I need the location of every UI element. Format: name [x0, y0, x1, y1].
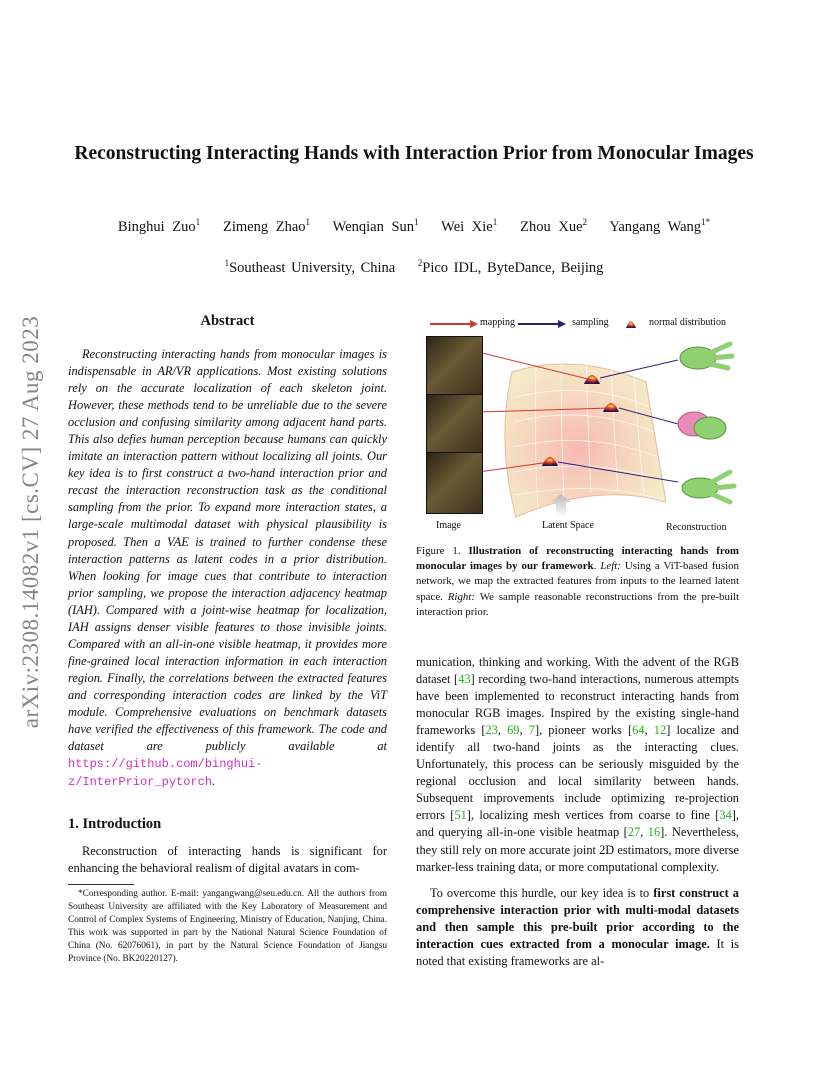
figure-1	[416, 312, 739, 538]
legend-mapping: mapping	[480, 317, 515, 328]
citation-link[interactable]: 51	[454, 808, 467, 823]
legend-sampling: sampling	[572, 317, 609, 328]
label-latent-space: Latent Space	[542, 520, 594, 531]
intro-paragraph-continued: munication, thinking and working. With the advent of the RGB dataset [43] recording two-hand interactions, numerous attempts have been implemented to reconstruct interacting hands from monocular RGB images. Inspired by the existing single-hand frameworks [23, 69, 7], pioneer works [64, 12] localize and identify all two-hand joints as the interacting clues. Unfortunately, this process can be seriously misguided by the regional occlusion and local similarity between hands. Subsequent improvements include optimizing re-projection errors [51], localizing mesh vertices from coarse to fine [34], and querying all-in-one visible heatmap [27, 16]. Nevertheless, they still rely on more accurate joint 2D estimators, more diverse marker-less training data, or more computational complexity.	[416, 655, 740, 874]
author: Wei Xie$^1$	[441, 217, 498, 235]
input-image	[426, 394, 483, 454]
abstract-body: Reconstructing interacting hands from monocular images is indispensable in AR/VR applications. Most existing solutions rely on the accurate localization of each skeleton joint. However, these methods tend to be unreliable due to the severe occlusion and confusing similarity among adjacent hand parts. This also defies human perception because humans can quickly imitate an interaction pattern without localizing all joints. Our key idea is to first construct a two-hand interaction prior and recast the interaction reconstruction task as the conditional sampling from the prior. To expand more interaction states, a large-scale multimodal dataset with physical plausibility is proposed. Then a VAE is trained to further condense these interaction patterns as latent codes in a prior distribution. When looking for image cues that contribute to interaction prior sampling, we propose the interaction adjacency heatmap (IAH). Compared with a joint-wise heatmap for localization, IAH assigns denser visible features to those invisible joints. Compared with an all-in-one visible heatmap, it provides more fine-grained local interaction information in each interaction region. Finally, the correlations between the extracted features and corresponding interaction codes are linked by the ViT module. Comprehensive evaluations on benchmark datasets have verified the effectiveness of this framework. The code and dataset are publicly available at https://github.com/binghui-z/InterPrior_pytorch.	[68, 347, 387, 790]
affiliation: $^1$Southeast University, China	[224, 258, 396, 276]
section-heading: 1. Introduction	[68, 816, 162, 832]
legend-normal-distribution: normal distribution	[649, 317, 726, 328]
code-link[interactable]: https://github.com/binghui-z/InterPrior_pytorch	[68, 757, 263, 790]
author: Yangang Wang$^{1*}$	[609, 217, 711, 235]
citation-link[interactable]: 34	[719, 808, 732, 823]
citation-link[interactable]: 69	[507, 723, 520, 738]
citation-link[interactable]: 12	[653, 723, 667, 738]
citation-link[interactable]: 7	[528, 723, 535, 738]
latent-space-sheet	[505, 364, 666, 517]
label-reconstruction: Reconstruction	[666, 522, 727, 533]
footnote-rule	[68, 884, 134, 885]
author: Binghui Zuo$^1$	[117, 217, 201, 235]
arxiv-identifier: arXiv:2308.14082v1 [cs.CV] 27 Aug 2023	[18, 315, 43, 729]
label-image: Image	[436, 520, 461, 531]
affiliation: $^2$Pico IDL, ByteDance, Beijing	[417, 258, 604, 276]
citation-link[interactable]: 64	[632, 723, 645, 738]
reconstructed-hand-icon	[678, 412, 726, 439]
citation-link[interactable]: 16	[647, 825, 661, 840]
citation-link[interactable]: 43	[458, 672, 471, 687]
author-list	[60, 217, 768, 236]
reconstructed-hand-icon	[680, 344, 732, 369]
key-idea-paragraph: To overcome this hurdle, our key idea is to first construct a comprehensive interaction prior with multi-modal datasets and then sample this pre-built prior according to the interaction cues extracted from a monocular image. It is noted that existing frameworks are al-	[416, 886, 739, 969]
input-image	[426, 336, 483, 396]
abstract-heading: Abstract	[200, 313, 255, 329]
citation-link[interactable]: 23	[485, 723, 498, 738]
author: Zimeng Zhao$^1$	[223, 217, 311, 235]
author: Wenqian Sun$^1$	[332, 217, 419, 235]
affiliations	[60, 258, 768, 277]
intro-paragraph: Reconstruction of interacting hands is significant for enhancing the behavioral realism of digital avatars in com-	[68, 844, 387, 876]
footnote: *Corresponding author. E-mail: yangangwang@seu.edu.cn. All the authors from Southeast University are affiliated with the Key Laboratory of Measurement and Control of Complex Systems of Engineering, Ministry of Education, Nanjing, China. This work was supported in part by the National Natural Science Foundation of China (No. 62076061), in part by the Natural Science Foundation of Jiangsu Province (No. BK20220127).	[68, 889, 387, 964]
reconstructed-hand-icon	[682, 472, 734, 502]
author: Zhou Xue$^2$	[520, 217, 587, 235]
input-image	[426, 452, 483, 514]
paper-title: Reconstructing Interacting Hands with Interaction Prior from Monocular Images	[74, 143, 754, 164]
figure-caption: Figure 1. Illustration of reconstructing interacting hands from monocular images by our framework. Left: Using a ViT-based fusion network, we map the extracted features from inputs to the learned latent space. Right: We sample reasonable reconstructions from the pre-built interaction prior.	[416, 545, 739, 618]
citation-link[interactable]: 27	[627, 825, 641, 840]
normal-distribution-icon	[626, 322, 636, 329]
